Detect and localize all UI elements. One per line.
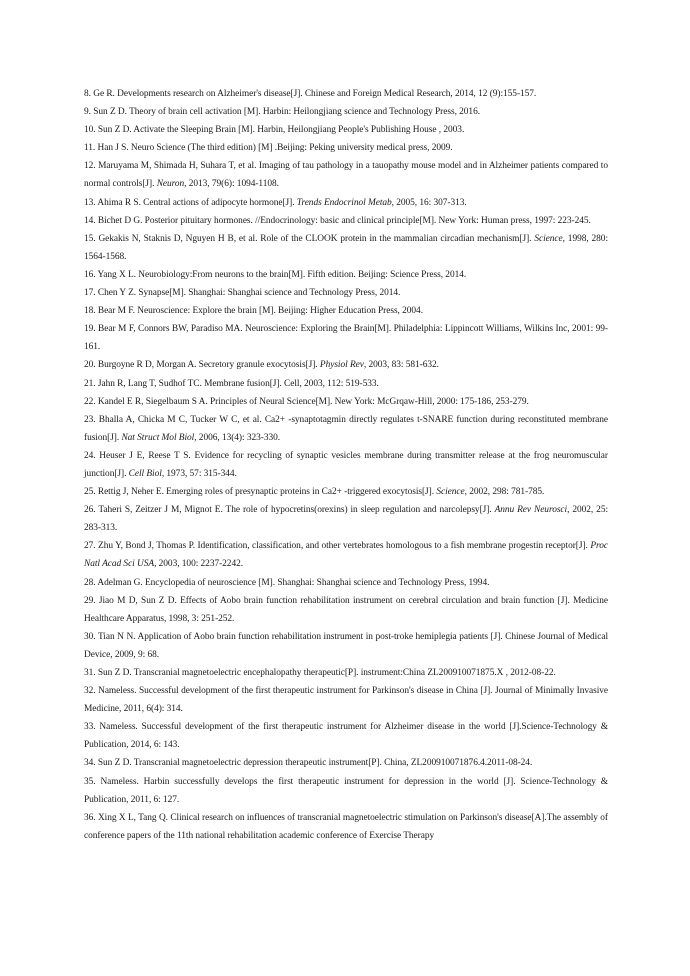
reference-11	[84, 139, 608, 157]
reference-19	[84, 320, 608, 356]
reference-35	[84, 773, 608, 809]
reference-32	[84, 682, 608, 718]
reference-text: 23. Bhalla A, Chicka M C, Tucker W C, et al. Ca2+ -synaptotagmin directly regulates t-SNARE function during reconstituted membrane fusion[J].	[84, 414, 608, 443]
reference-text: 32. Nameless. Successful development of the first therapeutic instrument for Parkinson's disease in China [J]. Journal of Minimally Invasive Medicine, 2011, 6(4): 314.	[84, 686, 608, 715]
reference-text: 22. Kandel E R, Siegelbaum S A. Principles of Neural Science[M]. New York: McGrqaw-Hill, 2000: 175-186, 253-279.	[84, 396, 529, 407]
reference-text: 28. Adelman G. Encyclopedia of neuroscience [M]. Shanghai: Shanghai science and Technology Press, 1994.	[84, 577, 490, 588]
reference-17	[84, 284, 608, 302]
reference-text: 16. Yang X L. Neurobiology:From neurons to the brain[M]. Fifth edition. Beijing: Science Press, 2014.	[84, 269, 467, 280]
reference-text: 29. Jiao M D, Sun Z D. Effects of Aobo brain function rehabilitation instrument on cerebral circulation and brain function [J]. Medicine Healthcare Apparatus, 1998, 3: 251-252.	[84, 595, 608, 624]
reference-text: , 1998, 280: 1564-1568.	[84, 233, 608, 262]
reference-26	[84, 501, 608, 537]
reference-text: 10. Sun Z D. Activate the Sleeping Brain [M]. Harbin, Heilongjiang People's Publishing House , 2003.	[84, 125, 465, 136]
reference-25	[84, 483, 608, 501]
reference-text: , 2005, 16: 307-313.	[391, 197, 467, 208]
reference-text: 36. Xing X L, Tang Q. Clinical research on influences of transcranial magnetoelectric stimulation on Parkinson's disease[A].The assembly of conference papers of the 11th national rehabilitation academic conference of Exercise Therapy	[84, 812, 608, 841]
reference-text: 33. Nameless. Successful development of the first therapeutic instrument for Alzheimer disease in the world [J].Science-Technology & Publication, 2014, 6: 143.	[84, 722, 608, 751]
reference-text: , 2002, 25: 283-313.	[84, 505, 609, 534]
reference-text: , 2006, 13(4): 323-330.	[194, 432, 281, 443]
journal-title: Trends Endocrinol Metab	[296, 197, 392, 208]
reference-22	[84, 393, 608, 411]
reference-text: , 2003, 83: 581-632.	[363, 360, 439, 371]
journal-title: Science	[436, 487, 465, 498]
journal-title: Physiol Rev	[319, 360, 364, 371]
journal-title: Cell Biol	[128, 468, 162, 479]
reference-text: 11. Han J S. Neuro Science (The third edition) [M] .Beijing: Peking university medical press, 2009.	[84, 143, 453, 154]
reference-text: 27. Zhu Y, Bond J, Thomas P. Identification, classification, and other vertebrates homologous to a fish membrane progestin receptor[J].	[84, 541, 591, 552]
reference-12	[84, 157, 608, 193]
reference-28	[84, 574, 608, 592]
reference-34	[84, 754, 608, 772]
reference-15	[84, 230, 608, 266]
reference-text: , 2002, 298: 781-785.	[464, 487, 545, 498]
reference-23	[84, 411, 608, 447]
reference-27	[84, 537, 608, 573]
reference-text: 24. Heuser J E, Reese T S. Evidence for recycling of synaptic vesicles membrane during transmitter release at the frog neuromuscular junction[J].	[84, 450, 608, 479]
reference-36	[84, 809, 608, 845]
reference-33	[84, 718, 608, 754]
reference-21	[84, 375, 608, 393]
reference-text: 25. Rettig J, Neher E. Emerging roles of presynaptic proteins in Ca2+ -triggered exocytosis[J].	[84, 487, 437, 498]
reference-8	[84, 85, 608, 103]
journal-title: Proc Natl Acad Sci USA	[84, 541, 608, 570]
reference-14	[84, 212, 608, 230]
reference-text: 18. Bear M F. Neuroscience: Explore the brain [M]. Beijing: Higher Education Press, 2004.	[84, 306, 423, 317]
journal-title: Science	[534, 233, 563, 244]
reference-text: 15. Gekakis N, Staknis D, Nguyen H B, et al. Role of the CLOOK protein in the mammalian circadian mechanism[J].	[84, 233, 535, 244]
reference-text: 17. Chen Y Z. Synapse[M]. Shanghai: Shanghai science and Technology Press, 2014.	[84, 288, 401, 299]
reference-text: 19. Bear M F, Connors BW, Paradiso MA. Neuroscience: Exploring the Brain[M]. Philadelphia: Lippincott Williams, Wilkins Inc, 2001: 99-161.	[84, 324, 608, 353]
reference-text: 20. Burgoyne R D, Morgan A. Secretory granule exocytosis[J].	[84, 360, 320, 371]
journal-title: Nat Struct Mol Biol	[121, 432, 195, 443]
reference-16	[84, 266, 608, 284]
reference-29	[84, 592, 608, 628]
reference-20	[84, 356, 608, 374]
reference-9	[84, 103, 608, 121]
reference-text: 8. Ge R. Developments research on Alzheimer's disease[J]. Chinese and Foreign Medical Research, 2014, 12 (9):155-157.	[84, 89, 537, 99]
reference-text: 35. Nameless. Harbin successfully develops the first therapeutic instrument for depression in the world [J]. Science-Technology & Publication, 2011, 6: 127.	[84, 776, 608, 805]
reference-text: 12. Maruyama M, Shimada H, Suhara T, et al. Imaging of tau pathology in a tauopathy mouse model and in Alzheimer patients compared to normal controls[J].	[84, 161, 608, 190]
reference-text: 14. Bichet D G. Posterior pituitary hormones. //Endocrinology: basic and clinical principle[M]. New York: Human press, 1997: 223-245.	[84, 215, 591, 226]
reference-13	[84, 194, 608, 212]
reference-text: 30. Tian N N. Application of Aobo brain function rehabilitation instrument in post-troke hemiplegia patients [J]. Chinese Journal of Medical Device, 2009, 9: 68.	[84, 631, 608, 660]
reference-18	[84, 302, 608, 320]
reference-text: 21. Jahn R, Lang T, Sudhof TC. Membrane fusion[J]. Cell, 2003, 112: 519-533.	[84, 378, 379, 389]
reference-10	[84, 121, 608, 139]
reference-text: 26. Taheri S, Zeitzer J M, Mignot E. The role of hypocretins(orexins) in sleep regulation and narcolepsy[J].	[84, 505, 495, 516]
reference-text: , 1973, 57: 315-344.	[161, 468, 237, 479]
reference-30	[84, 628, 608, 664]
reference-31	[84, 664, 608, 682]
reference-list	[84, 85, 608, 845]
reference-text: , 2013, 79(6): 1094-1108.	[184, 179, 279, 190]
journal-title: Neuron	[156, 179, 185, 190]
reference-text: 31. Sun Z D. Transcranial magnetoelectric encephalopathy therapeutic[P]. instrument:China ZL200910071875.X , 2012-08-22.	[84, 668, 556, 678]
reference-text: 13. Ahima R S. Central actions of adipocyte hormone[J].	[84, 197, 297, 208]
reference-24	[84, 447, 608, 483]
reference-text: 9. Sun Z D. Theory of brain cell activation [M]. Harbin: Heilongjiang science and Technology Press, 2016.	[84, 107, 480, 118]
journal-title: Annu Rev Neurosci	[494, 505, 568, 516]
reference-text: 34. Sun Z D. Transcranial magnetoelectric depression therapeutic instrument[P]. China, ZL200910071876.4.2011-08-24.	[84, 758, 533, 769]
reference-text: , 2003, 100: 2237-2242.	[154, 559, 244, 570]
